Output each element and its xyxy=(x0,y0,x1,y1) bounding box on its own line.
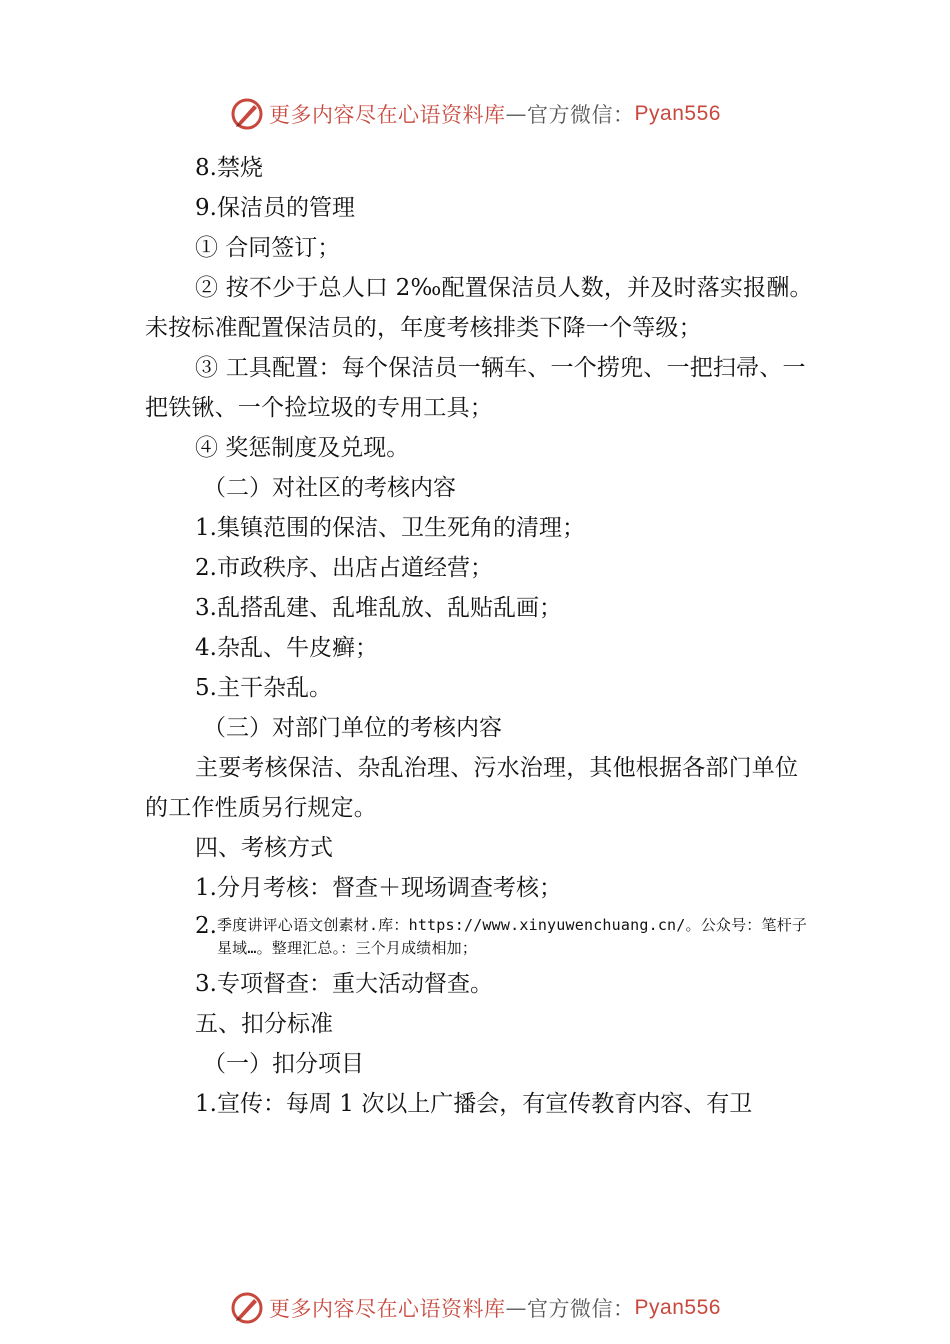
paragraph: 4.杂乱、牛皮癣； xyxy=(195,635,378,661)
small-text: 季度讲评心语文创素材.库：https://www.xinyuwenchuang.cn/。公众号：笔杆子星域…。整理汇总。：三个月成绩相加； xyxy=(216,916,808,957)
paragraph: 8.禁烧 xyxy=(195,155,263,181)
item-number: 2. xyxy=(195,913,217,939)
watermark-dash: — xyxy=(505,102,528,126)
small-text-line xyxy=(145,914,815,960)
header-watermark xyxy=(0,94,950,134)
paragraph: 主要考核保洁、杂乱治理、污水治理，其他根据各部门单位的工作性质另行规定。 xyxy=(145,755,799,821)
section-heading: （三）对部门单位的考核内容 xyxy=(203,715,502,741)
section-heading: 四、考核方式 xyxy=(195,835,333,861)
section-heading: 五、扣分标准 xyxy=(195,1011,333,1037)
paragraph: 2.市政秩序、出店占道经营； xyxy=(195,555,493,581)
paragraph: 3.专项督查：重大活动督查。 xyxy=(195,971,493,997)
paragraph: ③ 工具配置：每个保洁员一辆车、一个捞兜、一把扫帚、一把铁锹、一个捡垃圾的专用工具； xyxy=(145,355,806,421)
paragraph: ① 合同签订； xyxy=(195,235,341,261)
watermark-main-text: 更多内容尽在心语资料库 xyxy=(269,1297,506,1321)
pen-logo-icon xyxy=(229,1290,265,1326)
watermark-wechat-id: Pyan556 xyxy=(634,1296,721,1319)
paragraph: 1.分月考核：督查＋现场调查考核； xyxy=(195,875,562,901)
section-heading: （二）对社区的考核内容 xyxy=(203,475,456,501)
paragraph: 1.宣传：每周 1 次以上广播会，有宣传教育内容、有卫 xyxy=(195,1091,753,1117)
watermark-main-text: 更多内容尽在心语资料库 xyxy=(269,103,506,127)
paragraph: ④ 奖惩制度及兑现。 xyxy=(195,435,410,461)
paragraph: 9.保洁员的管理 xyxy=(195,195,355,221)
paragraph: 3.乱搭乱建、乱堆乱放、乱贴乱画； xyxy=(195,595,562,621)
watermark-dash: — xyxy=(505,1296,528,1320)
paragraph: 1.集镇范围的保洁、卫生死角的清理； xyxy=(195,515,585,541)
paragraph: 5.主干杂乱。 xyxy=(195,675,332,701)
pen-logo-icon xyxy=(229,96,265,132)
watermark-official: 官方微信： xyxy=(527,103,635,127)
footer-watermark xyxy=(0,1288,950,1328)
watermark-official: 官方微信： xyxy=(527,1297,635,1321)
watermark-wechat-id: Pyan556 xyxy=(634,102,721,125)
paragraph: ② 按不少于总人口 2‰配置保洁员人数，并及时落实报酬。未按标准配置保洁员的，年度考核排类下降一个等级； xyxy=(145,275,813,341)
section-heading: （一）扣分项目 xyxy=(203,1051,364,1077)
document-body xyxy=(145,148,815,1124)
